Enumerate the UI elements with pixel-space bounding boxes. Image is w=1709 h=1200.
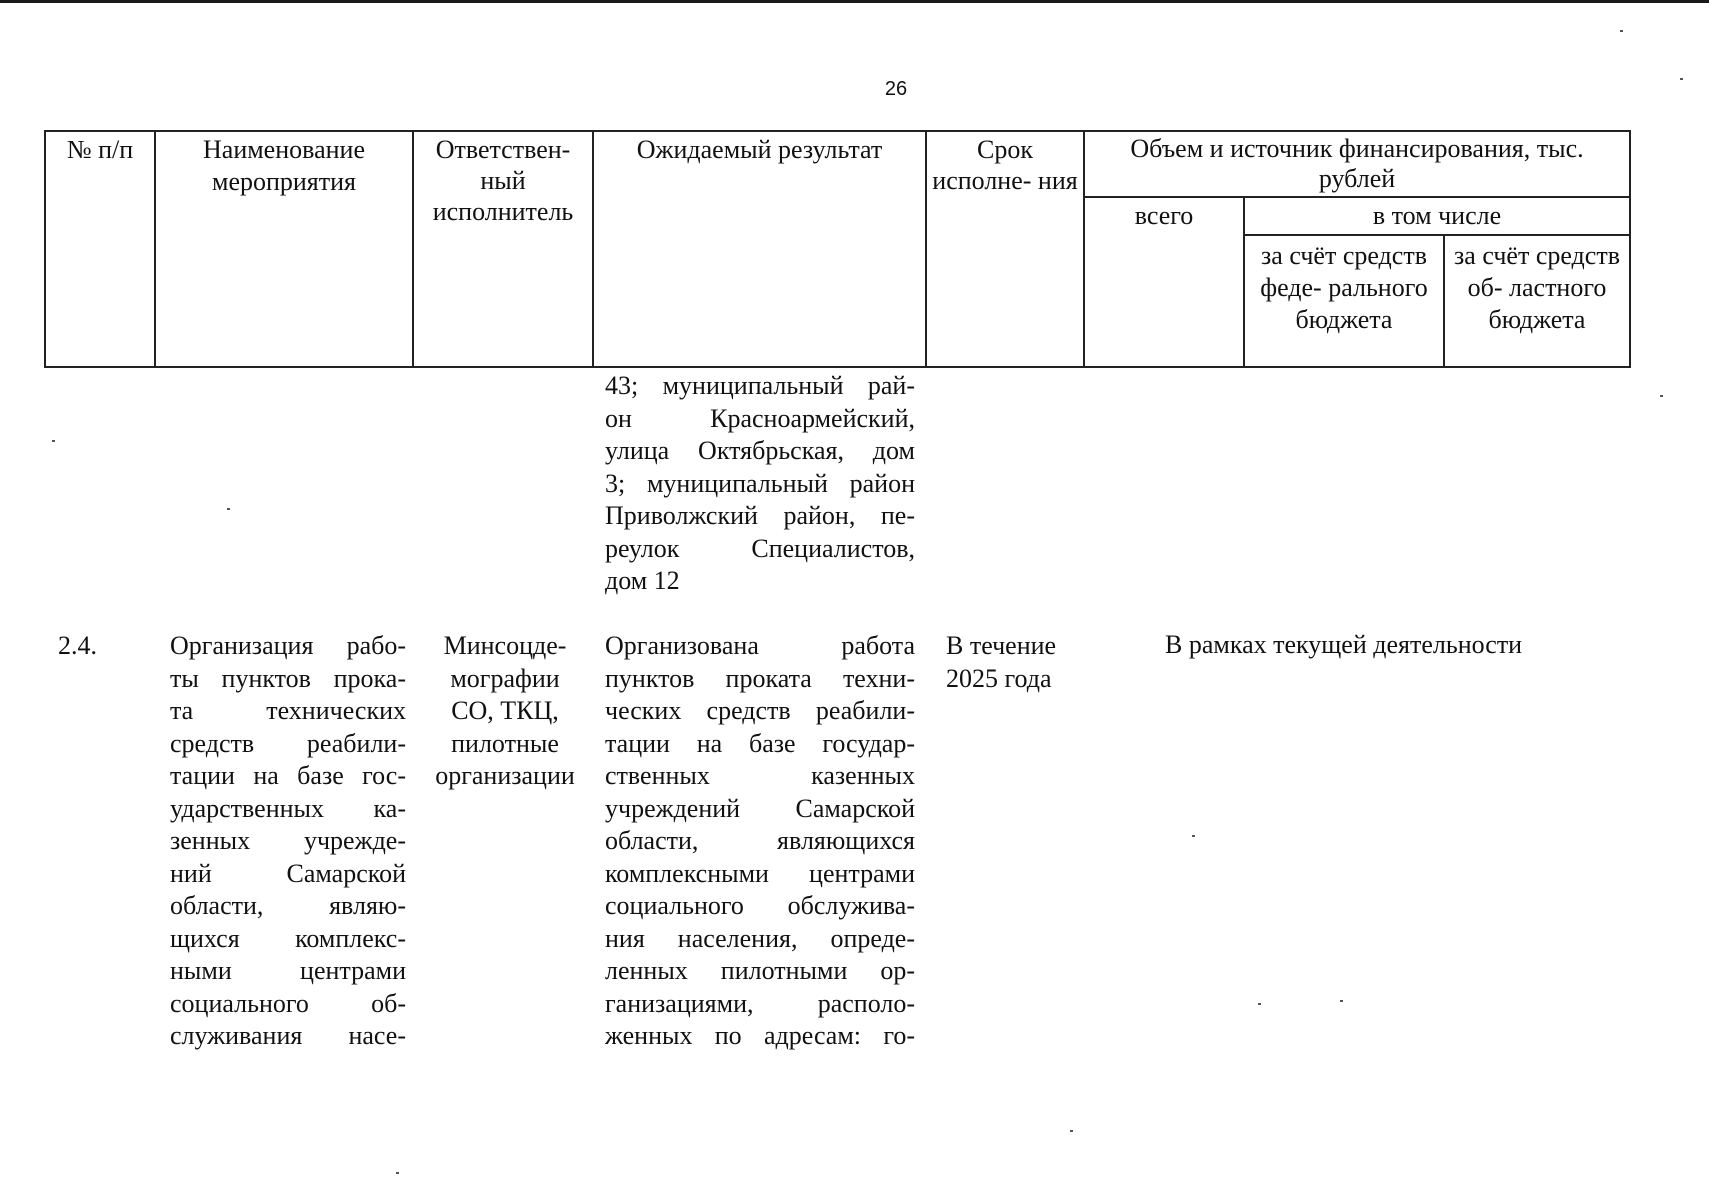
scan-speck [1192, 835, 1195, 837]
header-including: в том числе [1244, 197, 1630, 235]
table-header [44, 130, 1631, 368]
scan-speck [52, 440, 55, 442]
header-num: № п/п [45, 131, 155, 367]
activity-name: Организация рабо- ты пунктов прока- та технических средств реабили- тации на базе гос- ударственных ка- зенных учрежде- ний Самарской области, являю- щихся комплекс- ными центрами социального об- служивания насе- [170, 631, 406, 1050]
header-funding: Объем и источник финансирования, тыс. рублей [1084, 131, 1630, 197]
row-number: 2.4. [58, 631, 97, 660]
header-name: Наименование мероприятия [155, 131, 413, 367]
execution-term: В течение 2025 года [946, 631, 1057, 693]
scan-speck [227, 508, 230, 510]
expected-result: Организована работа пунктов проката техни- ческих средств реабили- тации на базе государ- ственных казенных учреждений Самарской области, являющихся комплексными центрами социального обслужива- ния населения, опреде- ленных пилотными ор- ганизациями, располо- женных по адресам: го- [605, 631, 915, 1050]
header-responsible: Ответствен- ный исполнитель [413, 131, 593, 367]
scan-speck [1258, 1003, 1261, 1005]
page-number: 26 [884, 78, 908, 100]
header-total: всего [1084, 197, 1244, 367]
continuation-result: 43; муниципальный рай- он Красноармейский, улица Октябрьская, дом 3; муниципальный район Приволжский район, пе- реулок Специалистов, дом 12 [605, 371, 915, 595]
scan-speck [1680, 78, 1683, 80]
scan-speck [1660, 395, 1663, 397]
header-term: Срок исполне- ния [926, 131, 1084, 367]
scan-speck [1340, 1000, 1343, 1002]
responsible-executor: Минсоцде- мографии СО, ТКЦ, пилотные организации [435, 631, 575, 790]
scan-speck [396, 1172, 399, 1174]
header-regional: за счёт средств об- ластного бюджета [1444, 235, 1630, 367]
scan-speck [1620, 30, 1623, 32]
header-federal: за счёт средств феде- рального бюджета [1244, 235, 1444, 367]
funding-note: В рамках текущей деятельности [1165, 630, 1523, 659]
top-border-line [0, 0, 1709, 3]
scan-speck [1070, 1130, 1073, 1132]
header-result: Ожидаемый результат [593, 131, 926, 367]
